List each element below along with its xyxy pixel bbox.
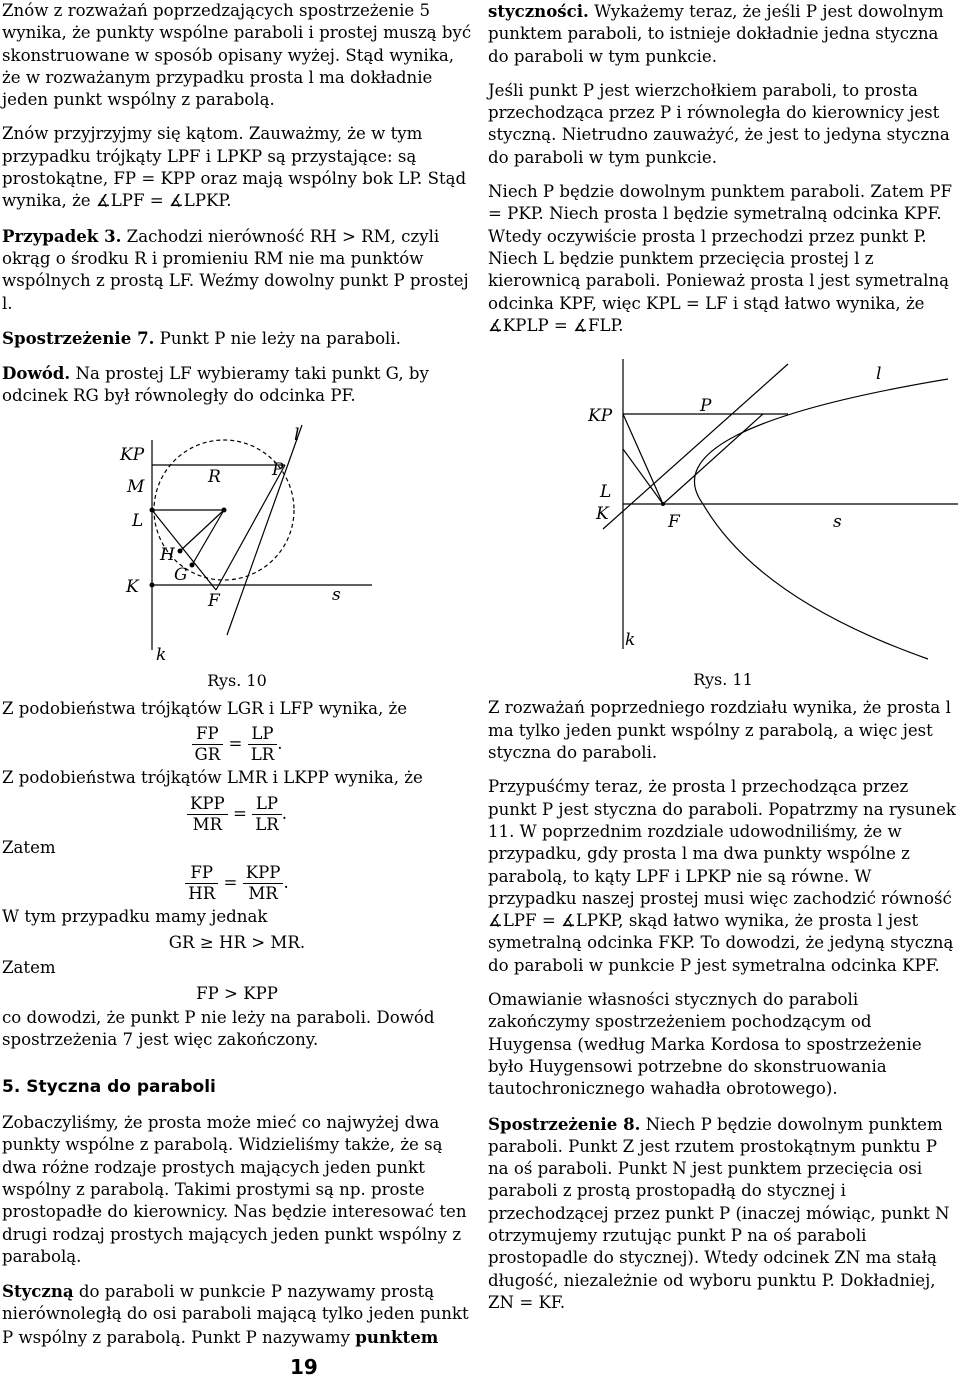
paragraph-case3 [2, 225, 472, 315]
text-proof-end: co dowodzi, że punkt P nie leży na paraboli. Dowód spostrzeżenia 7 jest więc zakończony. [2, 1008, 435, 1050]
line-l [227, 425, 302, 635]
observation7-text: Punkt P nie leży na paraboli. [154, 328, 401, 348]
point-R [222, 507, 227, 512]
label-l: l [294, 424, 300, 445]
paragraph-proof [2, 362, 472, 408]
equation-4: GR ≥ HR > MR. [168, 933, 306, 953]
segment-KpF [623, 414, 663, 504]
paragraph-tangency [488, 0, 958, 68]
parabola [694, 379, 948, 659]
segment-RH [180, 510, 224, 551]
label-k: k [625, 630, 636, 651]
label-K: K [596, 504, 609, 525]
label-KP: KP [120, 444, 145, 465]
segment-PF [663, 414, 763, 504]
proof-heading: Dowód. [2, 363, 71, 384]
section-heading: 5. Styczna do paraboli [2, 1076, 216, 1097]
caption-fig10: Rys. 10 [207, 670, 267, 690]
label-s: s [833, 512, 842, 533]
label-L: L [132, 510, 144, 531]
label-P: P [700, 396, 712, 417]
label-L: L [600, 482, 612, 503]
label-R: R [208, 466, 221, 487]
case3-heading: Przypadek 3. [2, 225, 122, 246]
equation-3: $\frac{FP}{HR}$ = $\frac{\text{KPP}}{MR}$ . [2, 863, 472, 904]
observation8-text: Niech P będzie dowolnym punktem paraboli. Punkt Z jest rzutem prostokątnym punktu P na oś paraboli. Punkt N jest punktem przecięcia osi paraboli z prostą prostopadłą do stycznej i przechodzącej przez punkt P (inaczej mówiąc, punkt N otrzymujemy rzutując punkt P na oś paraboli prostopadle do stycznej). Wtedy odcinek ZN ma stałą długość, niezależnie od wyboru punktu P. Dokładniej, ZN = KF. [488, 1114, 950, 1312]
label-l: l [876, 364, 882, 385]
tangency-text: Wykażemy teraz, że jeśli P jest dowolnym punktem paraboli, to istnieje dokładnie jedna styczna do paraboli w tym punkcie. [488, 2, 944, 66]
label-H: H [160, 544, 175, 565]
paragraph-case2-conclusion: Znów z rozważań poprzedzających spostrzeżenie 5 wynika, że punkty wspólne paraboli i prostej muszą być skonstruowane w sposób opisany wyżej. Stąd wynika, że w rozważanym przypadku prosta l ma dokładnie jeden punkt wspólny z parabolą. [2, 1, 472, 110]
text-similarity1: Z podobieństwa trójkątów LGR i LFP wynika, że [2, 699, 408, 719]
page-number: 19 [290, 1355, 318, 1379]
label-K: K [126, 576, 139, 597]
tangent-point-term: punktem [355, 1326, 439, 1347]
label-s: s [332, 584, 341, 605]
segment-RG [192, 510, 224, 565]
caption-fig11: Rys. 11 [693, 670, 753, 690]
paragraph-conclusion: Z rozważań poprzedniego rozdziału wynika, że prosta l ma tylko jeden punkt wspólny z parabolą, a więc jest styczna do paraboli. [488, 698, 951, 763]
point-M [150, 507, 155, 512]
point-K [150, 582, 155, 587]
left-column [2, 0, 472, 1361]
figure-10 [2, 420, 472, 670]
equation-1: $\frac{FP}{GR}$ = $\frac{LP}{LR}$ . [2, 724, 472, 765]
point-F [661, 502, 665, 506]
tangency-term: styczności. [488, 1, 589, 21]
tangent-def-text: do paraboli w punkcie P nazywamy prostą nierównoległą do osi paraboli mającą tylko jeden punkt P wspólny z parabolą. Punkt P nazywamy [2, 1282, 469, 1347]
tangent-term: Styczną [2, 1281, 74, 1302]
observation7-heading: Spostrzeżenie 7. [2, 327, 155, 348]
label-G: G [174, 564, 188, 585]
equation-2: $\frac{\text{KPP}}{MR}$ = $\frac{LP}{LR}$ . [2, 794, 472, 835]
paragraph-huygens: Omawianie własności stycznych do paraboli zakończymy spostrzeżeniem pochodzącym od Huygensa (według Marka Kordosa to spostrzeżenie było Huygensowi potrzebne do skonstruowania tautochronicznego wahadła obrotowego). [488, 990, 922, 1099]
figure-11 [488, 349, 958, 669]
text-however: W tym przypadku mamy jednak [2, 906, 268, 926]
text-zatem2: Zatem [2, 957, 56, 977]
paragraph-construction: Niech P będzie dowolnym punktem paraboli. Zatem PF = PKP. Niech prosta l będzie symetralną odcinka KPF. Wtedy oczywiście prosta l przechodzi przez punkt P. Niech L będzie punktem przecięcia prostej l z kierownicą paraboli. Ponieważ prosta l jest symetralną odcinka KPF, więc KPL = LF i stąd łatwo wynika, że ∡KPLP = ∡FLP. [488, 182, 953, 335]
paragraph-uniqueness: Przypuśćmy teraz, że prosta l przechodząca przez punkt P jest styczna do paraboli. Popatrzmy na rysunek 11. W poprzednim rozdziale udowodniliśmy, że w przypadku, gdy prosta l ma dwa punkty wspólne z parabolą, to kąty LPF i LPKP nie są równe. W przypadku naszej prostej musi więc zachodzić równość ∡LPF = ∡LPKP, skąd łatwo wynika, że prosta l jest symetralną odcinka FKP. To dowodzi, że jedyną styczną do paraboli w punkcie P jest symetralna odcinka KPF. [488, 777, 956, 975]
right-column [488, 0, 958, 1326]
paragraph-tangent-intro: Zobaczyliśmy, że prosta może mieć co najwyżej dwa punkty wspólne z parabolą. Widzieliśmy także, że są dwa różne rodzaje prostych mających jeden punkt wspólny z parabolą. Takimi prostymi są np. proste prostopadłe do kierownicy. Nas będzie interesować ten drugi rodzaj prostych mających jeden punkt wspólny z parabolą. [2, 1113, 467, 1266]
equation-5: FP > KPP [196, 983, 278, 1003]
label-P: P [272, 459, 284, 480]
point-G [190, 562, 195, 567]
point-H [178, 548, 183, 553]
paragraph-observation8 [488, 1113, 958, 1315]
case3-text: Zachodzi nierówność RH > RM, czyli okrąg o środku R i promieniu RM nie ma punktów wspólnych z prostą LF. Weźmy dowolny punkt P prostej l. [2, 226, 469, 313]
segment-PF [216, 465, 285, 590]
text-zatem1: Zatem [2, 837, 56, 857]
paragraph-observation7 [2, 327, 472, 350]
observation8-heading: Spostrzeżenie 8. [488, 1113, 641, 1134]
label-M: M [127, 476, 145, 497]
label-F: F [668, 512, 680, 533]
paragraph-vertex: Jeśli punkt P jest wierzchołkiem paraboli, to prosta przechodząca przez P i równoległa do kierownicy jest styczną. Nietrudno zauważyć, że jest to jedyna styczna do paraboli w tym punkcie. [488, 80, 950, 167]
paragraph-tangent-def [2, 1280, 472, 1349]
segment-LF [623, 449, 663, 504]
proof-text: Na prostej LF wybieramy taki punkt G, by odcinek RG był równoległy do odcinka PF. [2, 364, 429, 406]
paragraph-angles: Znów przyjrzyjmy się kątom. Zauważmy, że w tym przypadku trójkąty LPF i LPKP są przystające: są prostokątne, FP = KPP oraz mają wspólny bok LP. Stąd wynika, że ∡LPF = ∡LPKP. [2, 124, 467, 211]
label-k: k [156, 644, 167, 665]
text-similarity2: Z podobieństwa trójkątów LMR i LKPP wynika, że [2, 768, 423, 788]
label-F: F [208, 590, 220, 611]
label-KP: KP [588, 406, 613, 427]
